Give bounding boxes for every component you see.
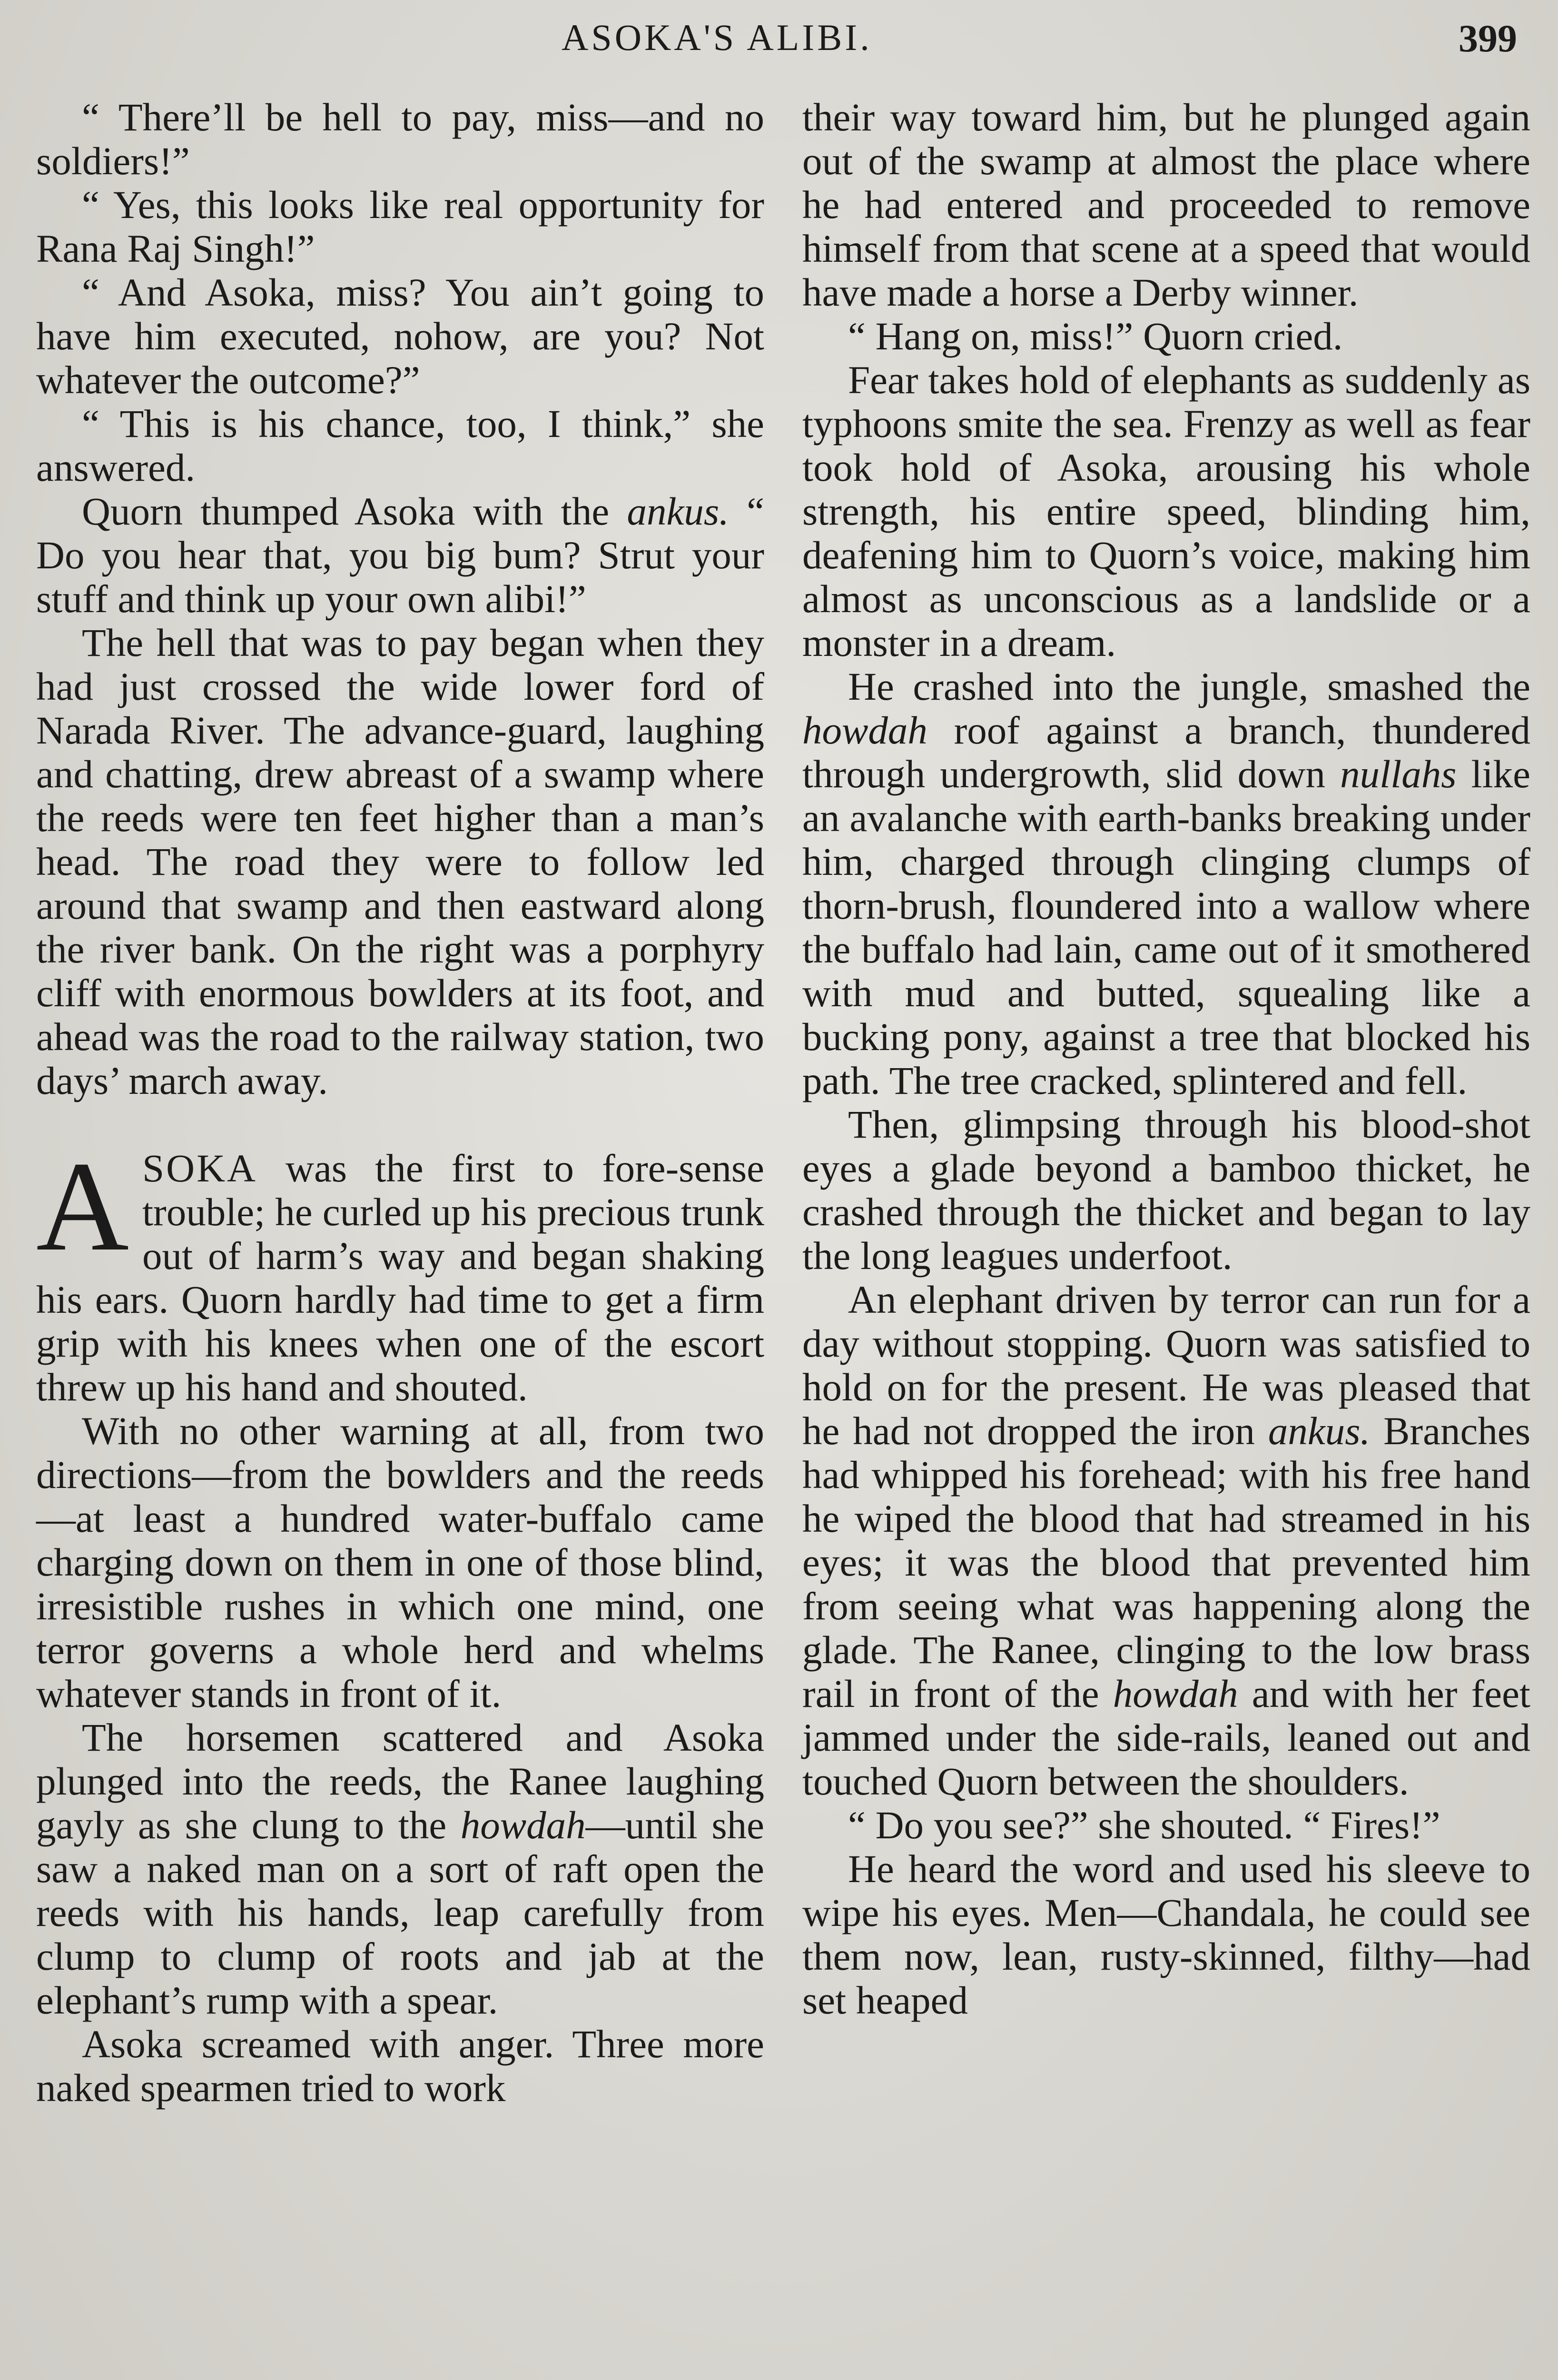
paragraph: “ This is his chance, too, I think,” she answered. [36, 402, 764, 489]
paragraph: The hell that was to pay began when they had just crossed the wide lower ford of Narada River. The advance-guard, laughing and chatting, drew abreast of a swamp where the reeds were ten feet higher than a man’s head. The road they were to follow led around that swamp and then eastward along the river bank. On the right was a porphyry cliff with enormous bowlders at its foot, and ahead was the road to the railway station, two days’ march away. [36, 621, 764, 1102]
paragraph: “ Yes, this looks like real opportunity for Rana Raj Singh!” [36, 183, 764, 270]
right-column [802, 95, 1530, 2022]
italic-term: howdah [802, 708, 927, 752]
paragraph: Quorn thumped Asoka with the ankus. “ Do you hear that, you big bum? Strut your stuff and think up your own alibi!” [36, 489, 765, 621]
paragraph: Fear takes hold of elephants as suddenly as typhoons smite the sea. Frenzy as well as fear took hold of Asoka, arousing his whole strength, his entire speed, blinding him, deafening him to Quorn’s voice, making him almost as unconscious as a landslide or a monster in a dream. [802, 358, 1530, 664]
paragraph: their way toward him, but he plunged again out of the swamp at almost the place where he had entered and proceeded to remove himself from that scene at a speed that would have made a horse a Derby winner. [802, 95, 1530, 314]
paragraph: With no other warning at all, from two directions—from the bowlders and the reeds—at least a hundred water-buffalo came charging down on them in one of those blind, irresistible rushes in which one mind, one terror governs a whole herd and whelms whatever stands in front of it. [36, 1409, 764, 1716]
italic-term: howdah [460, 1803, 586, 1847]
drop-cap: A [36, 1135, 129, 1278]
paragraph: “ Do you see?” she shouted. “ Fires!” [848, 1803, 1440, 1847]
running-head [0, 16, 1558, 69]
running-title: ASOKA'S ALIBI. [562, 17, 872, 58]
dropcap-paragraph: ASOKA was the first to fore-sense trouble; he curled up his precious trunk out of harm’s way and began shaking his ears. Quorn hardly had time to get a firm grip with his knees when one of the escort threw up his hand and shouted. [36, 1135, 764, 1409]
left-column [36, 95, 764, 2110]
paragraph: “ Hang on, miss!” Quorn cried. [848, 314, 1343, 358]
paragraph: He crashed into the jungle, smashed the howdah roof against a branch, thundered through undergrowth, slid down nullahs like an avalanche with earth-banks breaking under him, charged through clinging clumps of thorn-brush, floundered into a wallow where the buffalo had lain, came out of it smothered with mud and butted, squealing like a bucking pony, against a tree that blocked his path. The tree cracked, splintered and fell. [802, 664, 1530, 1102]
paragraph: He heard the word and used his sleeve to wipe his eyes. Men—Chandala, he could see them now, lean, rusty-skinned, filthy—had set heaped [802, 1847, 1530, 2022]
italic-term: nullahs [1340, 752, 1457, 796]
section-break [36, 1102, 764, 1146]
paragraph: “ And Asoka, miss? You ain’t going to have him executed, nohow, are you? Not whatever the outcome?” [36, 270, 764, 402]
italic-term: ankus. [627, 489, 729, 533]
italic-term: howdah [1113, 1672, 1238, 1716]
paragraph: The horsemen scattered and Asoka plunged into the reeds, the Ranee laughing gayly as she clung to the howdah—until she saw a naked man on a sort of raft open the reeds with his hands, leap carefully from clump to clump of roots and jab at the elephant’s rump with a spear. [36, 1716, 764, 2022]
paragraph: Then, glimpsing through his blood-shot eyes a glade beyond a bamboo thicket, he crashed through the thicket and began to lay the long leagues underfoot. [802, 1102, 1530, 1278]
page-number: 399 [1459, 17, 1517, 60]
paragraph: Asoka screamed with anger. Three more naked spearmen tried to work [36, 2022, 764, 2110]
paragraph: An elephant driven by terror can run for a day without stopping. Quorn was satisfied to hold on for the present. He was pleased that he had not dropped the iron ankus. Branches had whipped his forehead; with his free hand he wiped the blood that had streamed in his eyes; it was the blood that prevented him from seeing what was happening along the glade. The Ranee, clinging to the low brass rail in front of the howdah and with her feet jammed under the side-rails, leaned out and touched Quorn between the shoulders. [802, 1278, 1530, 1803]
paragraph: “ There’ll be hell to pay, miss—and no soldiers!” [36, 95, 764, 183]
italic-term: ankus. [1268, 1409, 1371, 1453]
